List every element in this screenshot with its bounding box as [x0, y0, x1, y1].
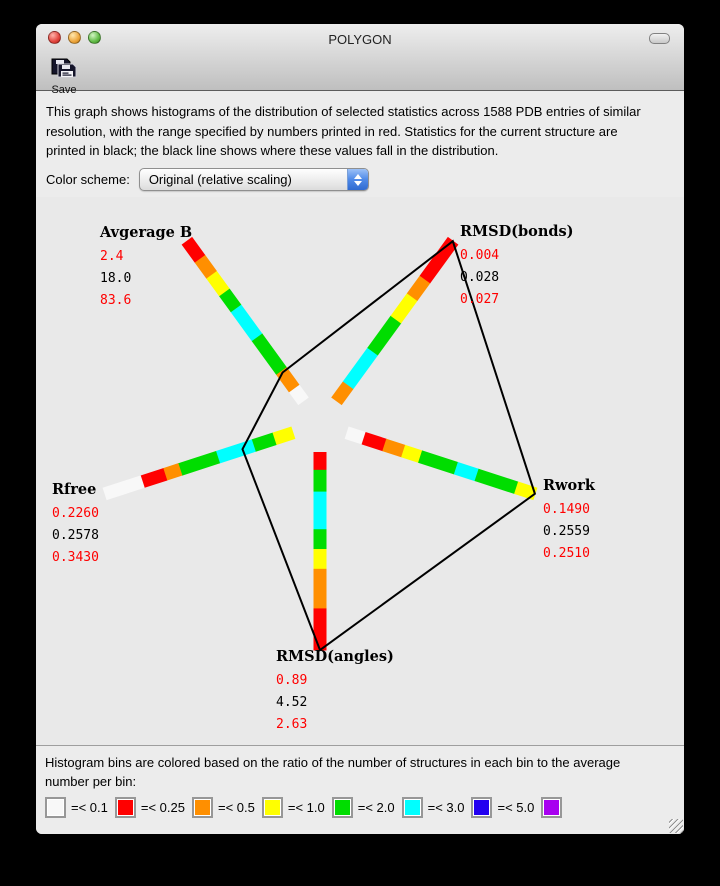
color-scheme-select[interactable]	[139, 168, 369, 191]
legend-bin	[471, 797, 534, 818]
stat-value: 18.0	[100, 270, 132, 286]
legend-swatch-orange	[192, 797, 213, 818]
save-icon	[51, 58, 77, 83]
legend-swatch-purple	[541, 797, 562, 818]
stat-name: RMSD(bonds)	[460, 222, 574, 240]
legend-swatch-cyan	[402, 797, 423, 818]
window-title: POLYGON	[328, 32, 392, 47]
legend-bin-label: =< 0.25	[140, 800, 185, 815]
stat-min: 0.004	[460, 247, 500, 263]
title-bar[interactable]	[36, 24, 684, 56]
stat-max: 0.2510	[543, 545, 590, 561]
histogram-bar	[314, 452, 327, 651]
stat-value: 0.2578	[52, 527, 99, 543]
legend-swatch-red	[115, 797, 136, 818]
legend-bin-label: =< 0.5	[217, 800, 255, 815]
legend-bin-label: =< 5.0	[497, 800, 535, 815]
legend-text: Histogram bins are colored based on the ratio of the number of structures in each bin to the average number per bin:	[45, 755, 621, 789]
color-scheme-selected-value: Original (relative scaling)	[148, 172, 292, 187]
stat-value: 4.52	[276, 694, 308, 710]
legend-swatch-blue	[471, 797, 492, 818]
stat-name: Avgerage B	[100, 223, 193, 241]
legend-swatch-green	[332, 797, 353, 818]
description-text: This graph shows histograms of the distribution of selected statistics across 1588 PDB entries of similar resolution, with the range specified by numbers printed in red. Statistics for the current structure are printed in black; the black line shows where these values fall in the distribution.	[46, 104, 641, 158]
legend-swatch-yellow	[262, 797, 283, 818]
window-chrome	[36, 24, 684, 96]
stat-max: 0.027	[460, 291, 500, 307]
stat-block-rwork	[543, 477, 595, 565]
legend-bin-label: =< 2.0	[357, 800, 395, 815]
save-button[interactable]	[44, 58, 84, 96]
stat-min: 0.1490	[543, 501, 590, 517]
stat-name: RMSD(angles)	[276, 647, 394, 665]
legend-panel	[36, 745, 684, 834]
stat-min: 2.4	[100, 248, 124, 264]
legend-bin	[402, 797, 465, 818]
stat-block-rmsd-bonds	[460, 223, 574, 311]
legend-bin-label: =< 0.1	[71, 800, 108, 815]
radar-plot-area	[36, 197, 684, 753]
stat-min: 0.2260	[52, 505, 99, 521]
stat-block-rmsd-angles	[276, 648, 394, 736]
histogram-bar	[345, 426, 538, 500]
legend-bin-label: =< 1.0	[287, 800, 325, 815]
stat-max: 0.3430	[52, 549, 99, 565]
stat-name: Rfree	[52, 480, 97, 498]
legend-bin	[115, 797, 185, 818]
legend-swatch-white	[45, 797, 66, 818]
color-scheme-row	[36, 163, 684, 197]
stat-block-average-b	[100, 224, 192, 312]
histogram-bar	[182, 236, 309, 404]
stat-name: Rwork	[543, 476, 595, 494]
stat-max: 2.63	[276, 716, 308, 732]
legend-bin	[192, 797, 255, 818]
legend-bin	[262, 797, 325, 818]
polygon-window	[36, 24, 684, 834]
stat-max: 83.6	[100, 292, 132, 308]
stat-value: 0.028	[460, 269, 500, 285]
legend-bin-label: =< 3.0	[427, 800, 465, 815]
save-button-label: Save	[51, 84, 77, 96]
legend-bins	[45, 797, 676, 818]
legend-bin	[45, 797, 108, 818]
stat-value: 0.2559	[543, 523, 590, 539]
toolbar-toggle-button[interactable]	[649, 33, 670, 44]
legend-bin	[541, 797, 562, 818]
color-scheme-label: Color scheme:	[46, 172, 130, 187]
popup-arrows-icon	[347, 169, 368, 190]
legend-bin	[332, 797, 395, 818]
resize-grip[interactable]	[669, 819, 683, 833]
histogram-bar	[103, 426, 296, 500]
stat-min: 0.89	[276, 672, 308, 688]
stat-block-rfree	[52, 481, 99, 569]
